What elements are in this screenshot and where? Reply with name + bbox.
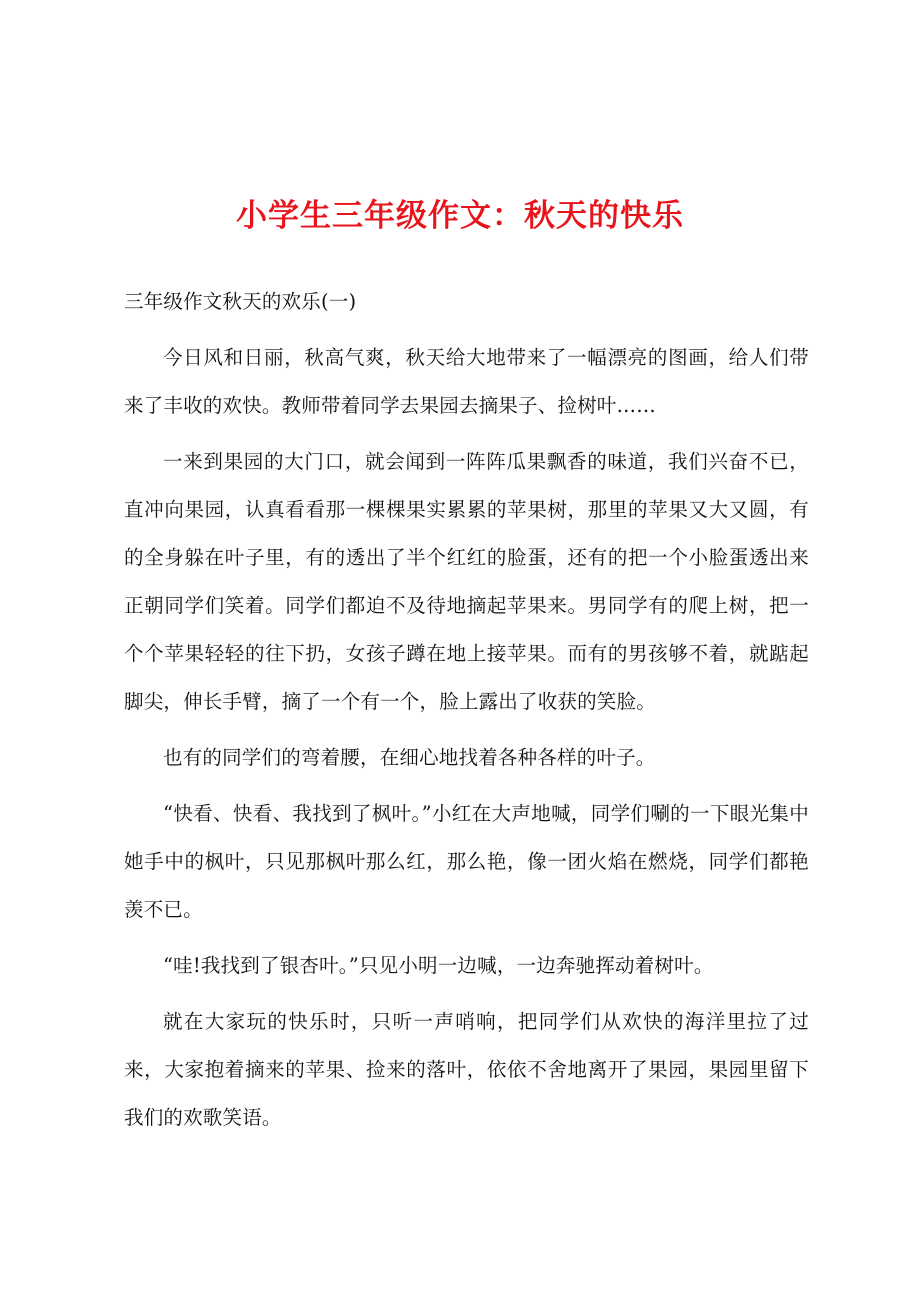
section-heading: 三年级作文秋天的欢乐(一): [124, 290, 357, 313]
paragraph: 也有的同学们的弯着腰，在细心地找着各种各样的叶子。: [163, 746, 656, 769]
paragraph: “哇!我找到了银杏叶。”只见小明一边喊，一边奔驰挥动着树叶。: [163, 954, 714, 977]
document-title: 小学生三年级作文：秋天的快乐: [236, 198, 684, 234]
paragraph: “快看、快看、我找到了枫叶。”小红在大声地喊，同学们唰的一下眼光集中她手中的枫叶，只见那枫叶那么红，那么艳，像一团火焰在燃烧，同学们都艳羡不已。: [124, 802, 809, 921]
paragraph: 就在大家玩的快乐时，只听一声哨响，把同学们从欢快的海洋里拉了过来，大家抱着摘来的苹果、捡来的落叶，依依不舍地离开了果园，果园里留下我们的欢歌笑语。: [124, 1010, 809, 1129]
document-body: [124, 278, 809, 1150]
paragraph: 今日风和日丽，秋高气爽，秋天给大地带来了一幅漂亮的图画，给人们带来了丰收的欢快。教师带着同学去果园去摘果子、捡树叶……: [124, 346, 809, 417]
paragraph: 一来到果园的大门口，就会闻到一阵阵瓜果飘香的味道，我们兴奋不已，直冲向果园，认真看看那一棵棵果实累累的苹果树，那里的苹果又大又圆，有的全身躲在叶子里，有的透出了半个红红的脸蛋，还有的把一个小脸蛋透出来正朝同学们笑着。同学们都迫不及待地摘起苹果来。男同学有的爬上树，把一个个苹果轻轻的往下扔，女孩子蹲在地上接苹果。而有的男孩够不着，就踮起脚尖，伸长手臂，摘了一个有一个，脸上露出了收获的笑脸。: [124, 450, 809, 713]
